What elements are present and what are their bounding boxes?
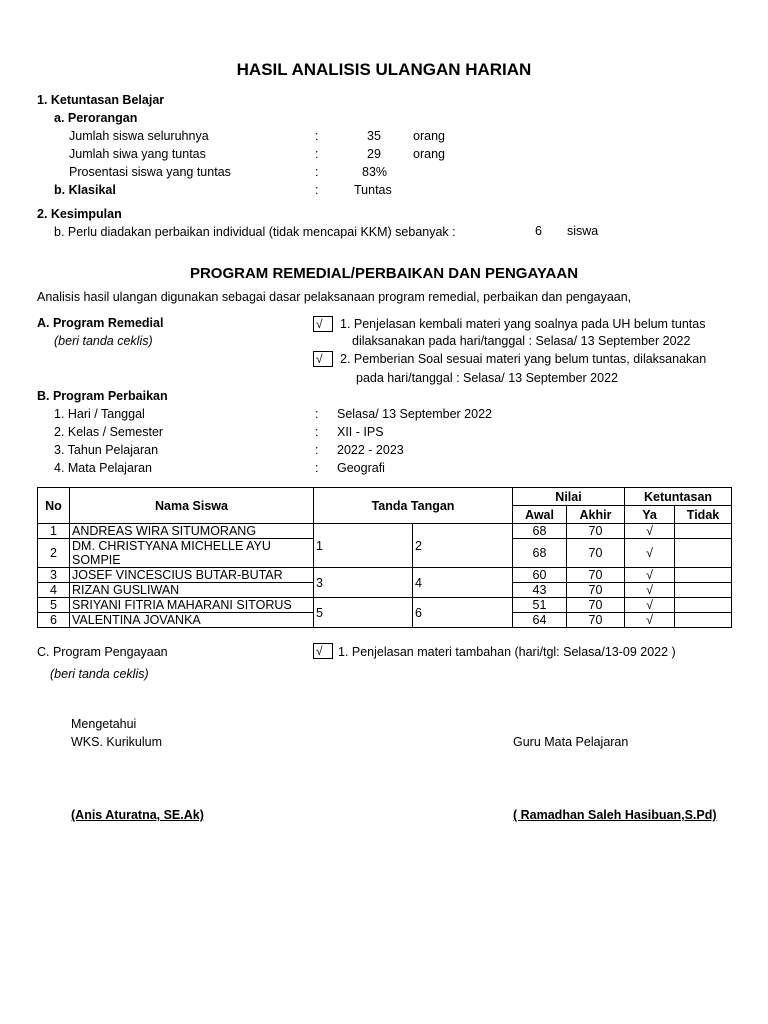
perbaikan-label: 2. Kelas / Semester bbox=[54, 425, 164, 439]
cell-awal: 43 bbox=[513, 583, 567, 598]
row-value: 35 bbox=[367, 129, 381, 143]
pengayaan-heading: C. Program Pengayaan bbox=[37, 645, 168, 659]
row-label: Prosentasi siswa yang tuntas bbox=[69, 165, 231, 179]
sign-cell: 6 bbox=[413, 598, 513, 628]
perbaikan-heading: B. Program Perbaikan bbox=[37, 389, 168, 403]
perbaikan-colon: : bbox=[315, 407, 319, 421]
header-nilai: Nilai bbox=[513, 488, 625, 506]
cell-nama: RIZAN GUSLIWAN bbox=[70, 583, 314, 598]
cell-awal: 68 bbox=[513, 539, 567, 568]
row-value: 29 bbox=[367, 147, 381, 161]
cell-tidak bbox=[675, 613, 732, 628]
section2-value: 6 bbox=[535, 224, 542, 238]
cell-no: 5 bbox=[38, 598, 70, 613]
row-value: 83% bbox=[362, 165, 388, 179]
cell-tidak bbox=[675, 539, 732, 568]
header-tanda-tangan: Tanda Tangan bbox=[314, 488, 513, 524]
left-signatory-name: (Anis Aturatna, SE.Ak) bbox=[71, 808, 204, 822]
perbaikan-colon: : bbox=[315, 461, 319, 475]
cell-tidak bbox=[675, 583, 732, 598]
sub-a-heading: a. Perorangan bbox=[54, 111, 138, 125]
sign-cell: 4 bbox=[413, 568, 513, 598]
cell-ya: √ bbox=[625, 598, 675, 613]
cell-nama: SRIYANI FITRIA MAHARANI SITORUS bbox=[70, 598, 314, 613]
cell-nama: DM. CHRISTYANA MICHELLE AYU SOMPIE bbox=[70, 539, 314, 568]
right-role: Guru Mata Pelajaran bbox=[513, 735, 629, 749]
perbaikan-value: Geografi bbox=[337, 461, 385, 475]
perbaikan-label: 1. Hari / Tanggal bbox=[54, 407, 145, 421]
left-role: WKS. Kurikulum bbox=[71, 735, 162, 749]
cell-no: 1 bbox=[38, 524, 70, 539]
mengetahui-text: Mengetahui bbox=[71, 717, 137, 731]
header-ketuntasan: Ketuntasan bbox=[625, 488, 732, 506]
remedial-checkbox-1[interactable]: √ bbox=[313, 316, 333, 332]
sub-b-heading: b. Klasikal bbox=[54, 183, 116, 197]
cell-ya: √ bbox=[625, 524, 675, 539]
row-colon: : bbox=[315, 129, 319, 143]
section1-heading: 1. Ketuntasan Belajar bbox=[37, 93, 165, 107]
section2-heading: 2. Kesimpulan bbox=[37, 207, 122, 221]
table-row bbox=[38, 568, 732, 583]
perbaikan-value: Selasa/ 13 September 2022 bbox=[337, 407, 492, 421]
cell-tidak bbox=[675, 524, 732, 539]
right-signatory-name: ( Ramadhan Saleh Hasibuan,S.Pd) bbox=[513, 808, 717, 822]
cell-no: 6 bbox=[38, 613, 70, 628]
header-nama: Nama Siswa bbox=[70, 488, 314, 524]
sign-cell: 1 bbox=[314, 524, 413, 568]
sign-cell: 3 bbox=[314, 568, 413, 598]
perbaikan-colon: : bbox=[315, 425, 319, 439]
cell-ya: √ bbox=[625, 539, 675, 568]
cell-akhir: 70 bbox=[567, 568, 625, 583]
cell-akhir: 70 bbox=[567, 613, 625, 628]
cell-no: 4 bbox=[38, 583, 70, 598]
pengayaan-checkbox[interactable]: √ bbox=[313, 643, 333, 659]
sub-b-colon: : bbox=[315, 183, 319, 197]
section2-unit: siswa bbox=[567, 224, 599, 238]
student-table bbox=[37, 487, 732, 628]
sign-cell: 2 bbox=[413, 524, 513, 568]
remedial-checkbox-2[interactable]: √ bbox=[313, 351, 333, 367]
pengayaan-item: 1. Penjelasan materi tambahan (hari/tgl: Selasa/13-09 2022 ) bbox=[338, 645, 676, 659]
cell-akhir: 70 bbox=[567, 524, 625, 539]
header-tidak: Tidak bbox=[675, 506, 732, 524]
page-title: HASIL ANALISIS ULANGAN HARIAN bbox=[236, 60, 532, 79]
row-unit: orang bbox=[413, 147, 445, 161]
program-title: PROGRAM REMEDIAL/PERBAIKAN DAN PENGAYAAN bbox=[189, 265, 579, 282]
cell-awal: 51 bbox=[513, 598, 567, 613]
pengayaan-note: (beri tanda ceklis) bbox=[50, 667, 149, 681]
table-row bbox=[38, 598, 732, 613]
row-colon: : bbox=[315, 147, 319, 161]
cell-no: 3 bbox=[38, 568, 70, 583]
perbaikan-colon: : bbox=[315, 443, 319, 457]
perbaikan-label: 3. Tahun Pelajaran bbox=[54, 443, 159, 457]
cell-nama: JOSEF VINCESCIUS BUTAR-BUTAR bbox=[70, 568, 314, 583]
header-akhir: Akhir bbox=[567, 506, 625, 524]
remedial-item1-line2: dilaksanakan pada hari/tanggal : Selasa/ 13 September 2022 bbox=[352, 334, 691, 348]
remedial-item2-line1: 2. Pemberian Soal sesuai materi yang belum tuntas, dilaksanakan bbox=[340, 352, 707, 366]
header-awal: Awal bbox=[513, 506, 567, 524]
remedial-item2-line2: pada hari/tanggal : Selasa/ 13 September 2022 bbox=[356, 371, 618, 385]
cell-no: 2 bbox=[38, 539, 70, 568]
intro-text: Analisis hasil ulangan digunakan sebagai dasar pelaksanaan program remedial, perbaikan dan pengayaan, bbox=[37, 290, 632, 304]
cell-tidak bbox=[675, 598, 732, 613]
remedial-heading: A. Program Remedial bbox=[37, 316, 164, 330]
cell-awal: 64 bbox=[513, 613, 567, 628]
cell-akhir: 70 bbox=[567, 598, 625, 613]
cell-awal: 60 bbox=[513, 568, 567, 583]
row-label: Jumlah siwa yang tuntas bbox=[69, 147, 206, 161]
cell-nama: VALENTINA JOVANKA bbox=[70, 613, 314, 628]
row-unit: orang bbox=[413, 129, 445, 143]
cell-awal: 68 bbox=[513, 524, 567, 539]
cell-nama: ANDREAS WIRA SITUMORANG bbox=[70, 524, 314, 539]
perbaikan-label: 4. Mata Pelajaran bbox=[54, 461, 152, 475]
sign-cell: 5 bbox=[314, 598, 413, 628]
cell-ya: √ bbox=[625, 613, 675, 628]
cell-ya: √ bbox=[625, 583, 675, 598]
perbaikan-value: XII - IPS bbox=[337, 425, 384, 439]
table-row bbox=[38, 524, 732, 539]
cell-ya: √ bbox=[625, 568, 675, 583]
section2-text: b. Perlu diadakan perbaikan individual (tidak mencapai KKM) sebanyak : bbox=[54, 225, 456, 239]
sub-b-value: Tuntas bbox=[354, 183, 392, 197]
perbaikan-value: 2022 - 2023 bbox=[337, 443, 404, 457]
cell-akhir: 70 bbox=[567, 539, 625, 568]
row-colon: : bbox=[315, 165, 319, 179]
header-no: No bbox=[38, 488, 70, 524]
cell-akhir: 70 bbox=[567, 583, 625, 598]
header-ya: Ya bbox=[625, 506, 675, 524]
cell-tidak bbox=[675, 568, 732, 583]
remedial-item1-line1: 1. Penjelasan kembali materi yang soalnya pada UH belum tuntas bbox=[340, 317, 706, 331]
row-label: Jumlah siswa seluruhnya bbox=[69, 129, 209, 143]
remedial-note: (beri tanda ceklis) bbox=[54, 334, 153, 348]
